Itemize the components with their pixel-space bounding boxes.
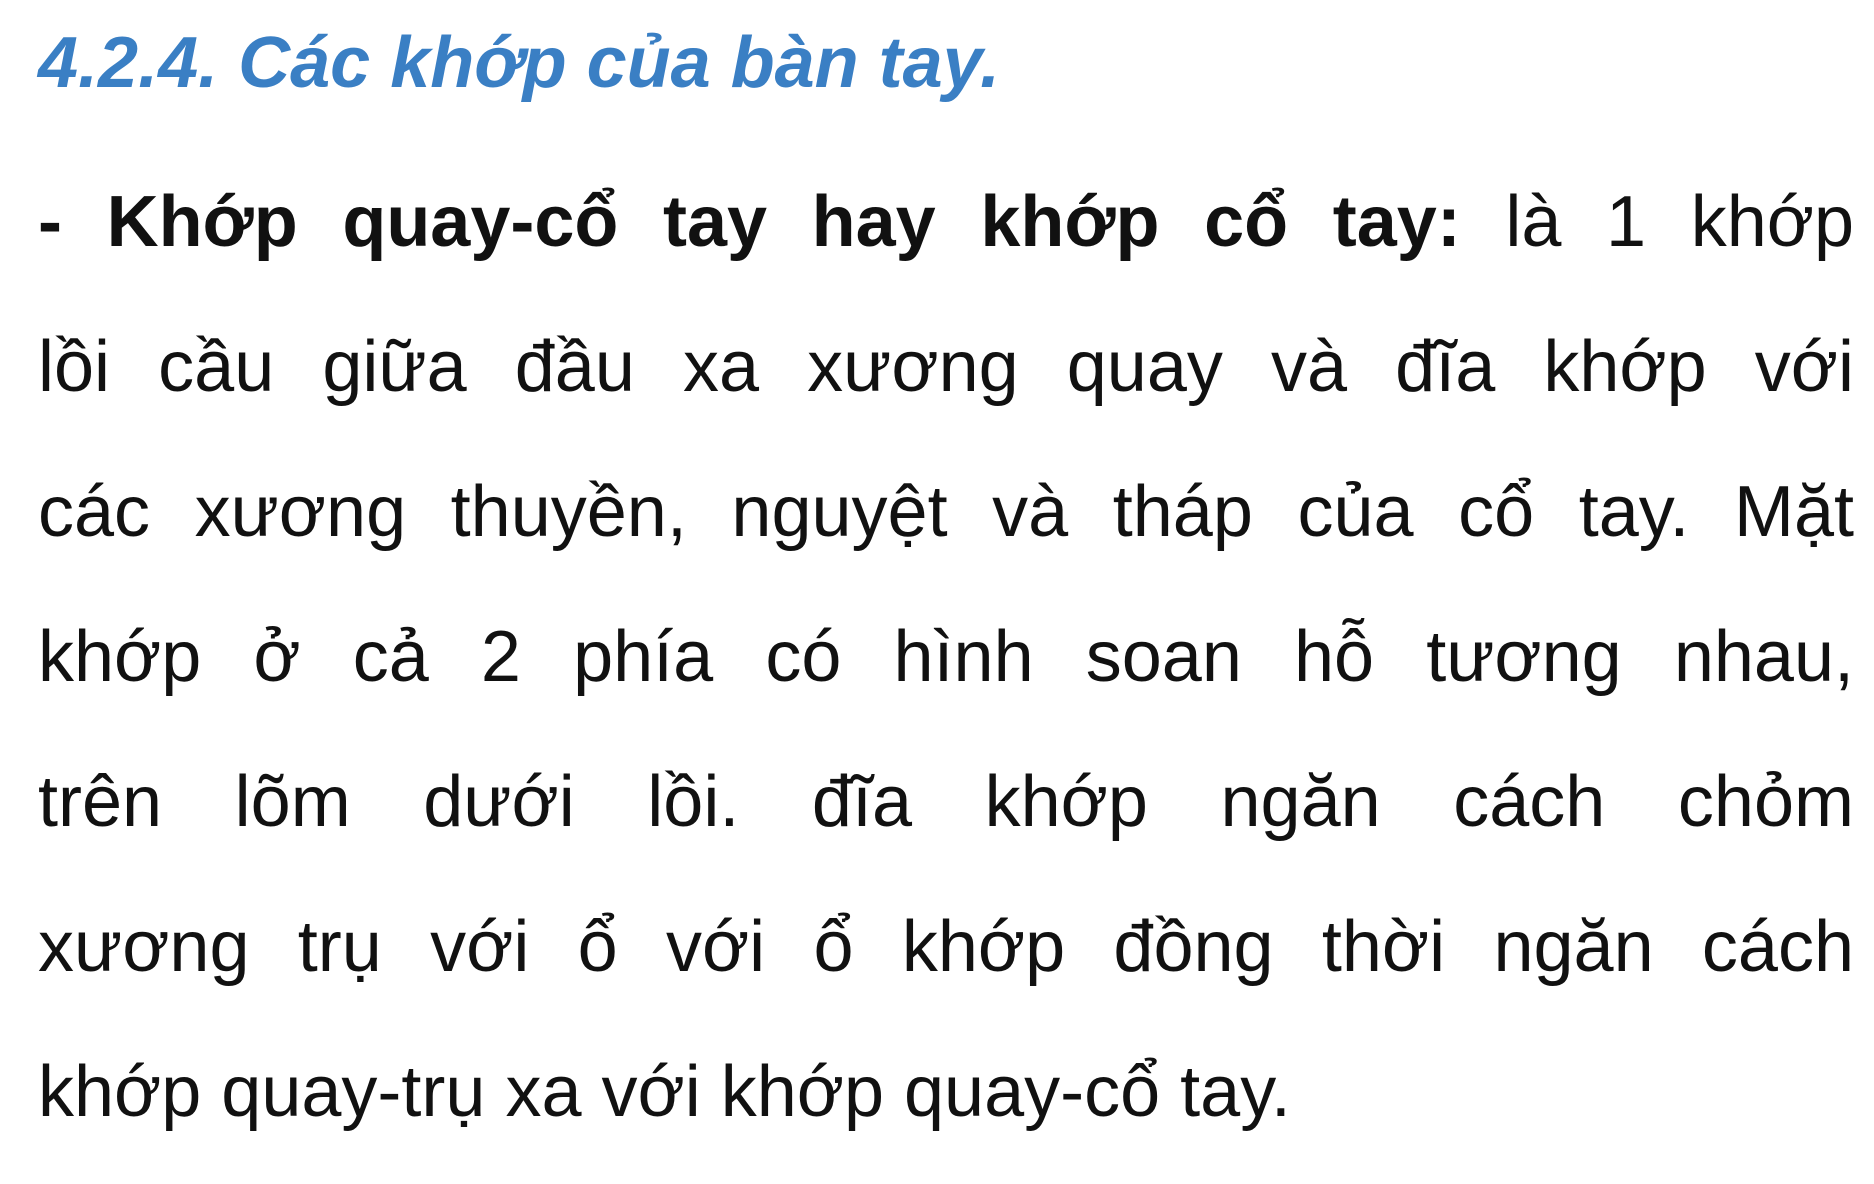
- section-heading: 4.2.4. Các khớp của bàn tay.: [38, 23, 1001, 103]
- paragraph-line-6: xương trụ với ổ với ổ khớp đồng thời ngăn cách: [38, 907, 1854, 987]
- paragraph-line-2: lồi cầu giữa đầu xa xương quay và đĩa khớp với: [38, 327, 1854, 407]
- bold-term: - Khớp quay-cổ tay hay khớp cổ tay:: [38, 182, 1461, 262]
- line-text: là 1 khớp: [1460, 182, 1854, 262]
- paragraph-line-3: các xương thuyền, nguyệt và tháp của cổ tay. Mặt: [38, 472, 1854, 552]
- paragraph-line-5: trên lõm dưới lồi. đĩa khớp ngăn cách chỏm: [38, 762, 1854, 842]
- body-paragraph: [38, 150, 1854, 1165]
- paragraph-line-4: khớp ở cả 2 phía có hình soan hỗ tương nhau,: [38, 617, 1854, 697]
- paragraph-line-7: khớp quay-trụ xa với khớp quay-cổ tay.: [38, 1052, 1291, 1132]
- paragraph-line-1: [38, 150, 1854, 295]
